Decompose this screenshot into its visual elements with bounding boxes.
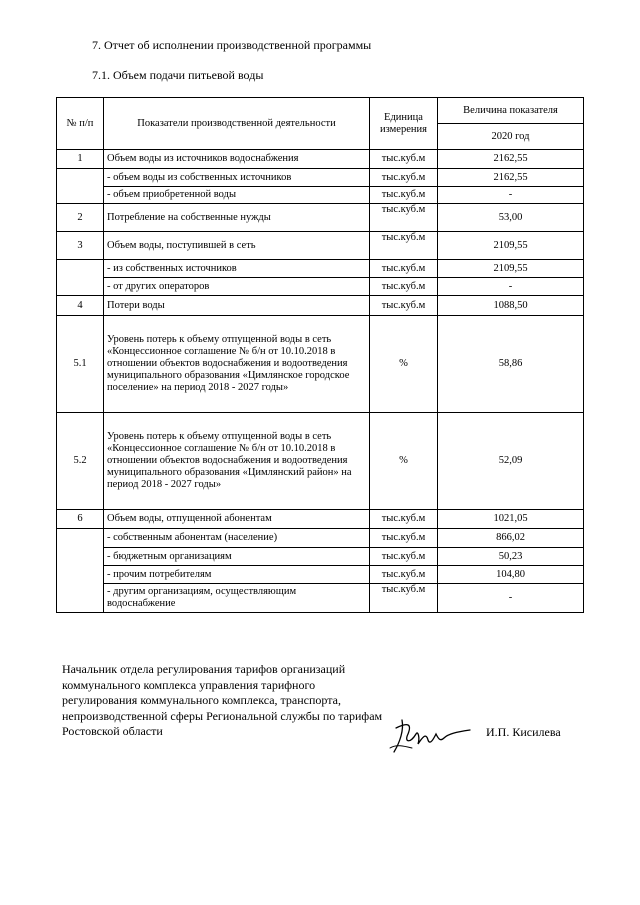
row-unit: тыс.куб.м bbox=[370, 232, 438, 260]
row-value: 52,09 bbox=[438, 413, 584, 510]
row-name: Объем воды, поступившей в сеть bbox=[104, 232, 370, 260]
row-unit: тыс.куб.м bbox=[370, 296, 438, 316]
header-value: Величина показателя bbox=[438, 98, 584, 124]
header-year: 2020 год bbox=[438, 124, 584, 150]
row-value: 58,86 bbox=[438, 316, 584, 413]
handwritten-signature-icon bbox=[382, 708, 477, 758]
row-unit: тыс.куб.м bbox=[370, 278, 438, 296]
signatory-name: И.П. Кисилева bbox=[486, 725, 561, 739]
row-unit: тыс.куб.м bbox=[370, 260, 438, 278]
row-unit: тыс.куб.м bbox=[370, 204, 438, 232]
row-unit: тыс.куб.м bbox=[370, 566, 438, 584]
row-num bbox=[57, 529, 104, 613]
section-heading: 7. Отчет об исполнении производственной программы bbox=[92, 38, 372, 52]
row-unit: тыс.куб.м bbox=[370, 548, 438, 566]
row-unit: тыс.куб.м bbox=[370, 187, 438, 204]
row-num: 5.2 bbox=[57, 413, 104, 510]
row-value: 1088,50 bbox=[438, 296, 584, 316]
row-value: - bbox=[438, 584, 584, 613]
header-unit: Единица измерения bbox=[370, 98, 438, 150]
row-value: 1021,05 bbox=[438, 510, 584, 529]
row-name: Уровень потерь к объему отпущенной воды в сеть «Концессионное соглашение № б/н от 10.10.2018 в отношении объектов водоснабжения и водоотведения муниципального образования «Цимлянское городское поселение» на период 2018 - 2027 годы» bbox=[104, 316, 370, 413]
row-unit: тыс.куб.м bbox=[370, 529, 438, 548]
row-value: 104,80 bbox=[438, 566, 584, 584]
row-name: Уровень потерь к объему отпущенной воды в сеть «Концессионное соглашение № б/н от 10.10.2018 в отношении объектов водоснабжения и водоотведения муниципального образования «Цимлянский район» на период 2018 - 2027 годы» bbox=[104, 413, 370, 510]
row-unit: тыс.куб.м bbox=[370, 169, 438, 187]
row-num: 6 bbox=[57, 510, 104, 529]
row-unit: тыс.куб.м bbox=[370, 584, 438, 613]
row-value: 2109,55 bbox=[438, 260, 584, 278]
row-value: 53,00 bbox=[438, 204, 584, 232]
row-name: - собственным абонентам (население) bbox=[104, 529, 370, 548]
water-supply-table bbox=[56, 97, 584, 613]
row-value: 866,02 bbox=[438, 529, 584, 548]
row-name: Объем воды, отпущенной абонентам bbox=[104, 510, 370, 529]
row-num bbox=[57, 169, 104, 204]
row-unit: тыс.куб.м bbox=[370, 510, 438, 529]
row-unit: тыс.куб.м bbox=[370, 150, 438, 169]
row-unit: % bbox=[370, 316, 438, 413]
row-value: 50,23 bbox=[438, 548, 584, 566]
signatory-position: Начальник отдела регулирования тарифов организаций коммунального комплекса управления тарифного регулирования коммунального комплекса, транспорта, непроизводственной сферы Региональной службы по тарифам Ростовской области bbox=[62, 662, 383, 738]
row-num: 3 bbox=[57, 232, 104, 260]
row-unit: % bbox=[370, 413, 438, 510]
row-name: Потребление на собственные нужды bbox=[104, 204, 370, 232]
header-indicator: Показатели производственной деятельности bbox=[104, 98, 370, 150]
row-num: 1 bbox=[57, 150, 104, 169]
row-name: - бюджетным организациям bbox=[104, 548, 370, 566]
header-num: № п/п bbox=[57, 98, 104, 150]
row-value: 2162,55 bbox=[438, 150, 584, 169]
row-value: - bbox=[438, 278, 584, 296]
row-num bbox=[57, 260, 104, 296]
row-name: Потери воды bbox=[104, 296, 370, 316]
row-value: 2109,55 bbox=[438, 232, 584, 260]
row-name: Объем воды из источников водоснабжения bbox=[104, 150, 370, 169]
subsection-heading: 7.1. Объем подачи питьевой воды bbox=[92, 68, 264, 82]
row-value: - bbox=[438, 187, 584, 204]
row-name: - от других операторов bbox=[104, 278, 370, 296]
row-num: 4 bbox=[57, 296, 104, 316]
row-value: 2162,55 bbox=[438, 169, 584, 187]
row-name: - другим организациям, осуществляющим водоснабжение bbox=[104, 584, 370, 613]
row-name: - объем приобретенной воды bbox=[104, 187, 370, 204]
row-num: 2 bbox=[57, 204, 104, 232]
row-name: - из собственных источников bbox=[104, 260, 370, 278]
row-name: - объем воды из собственных источников bbox=[104, 169, 370, 187]
row-num: 5.1 bbox=[57, 316, 104, 413]
row-name: - прочим потребителям bbox=[104, 566, 370, 584]
